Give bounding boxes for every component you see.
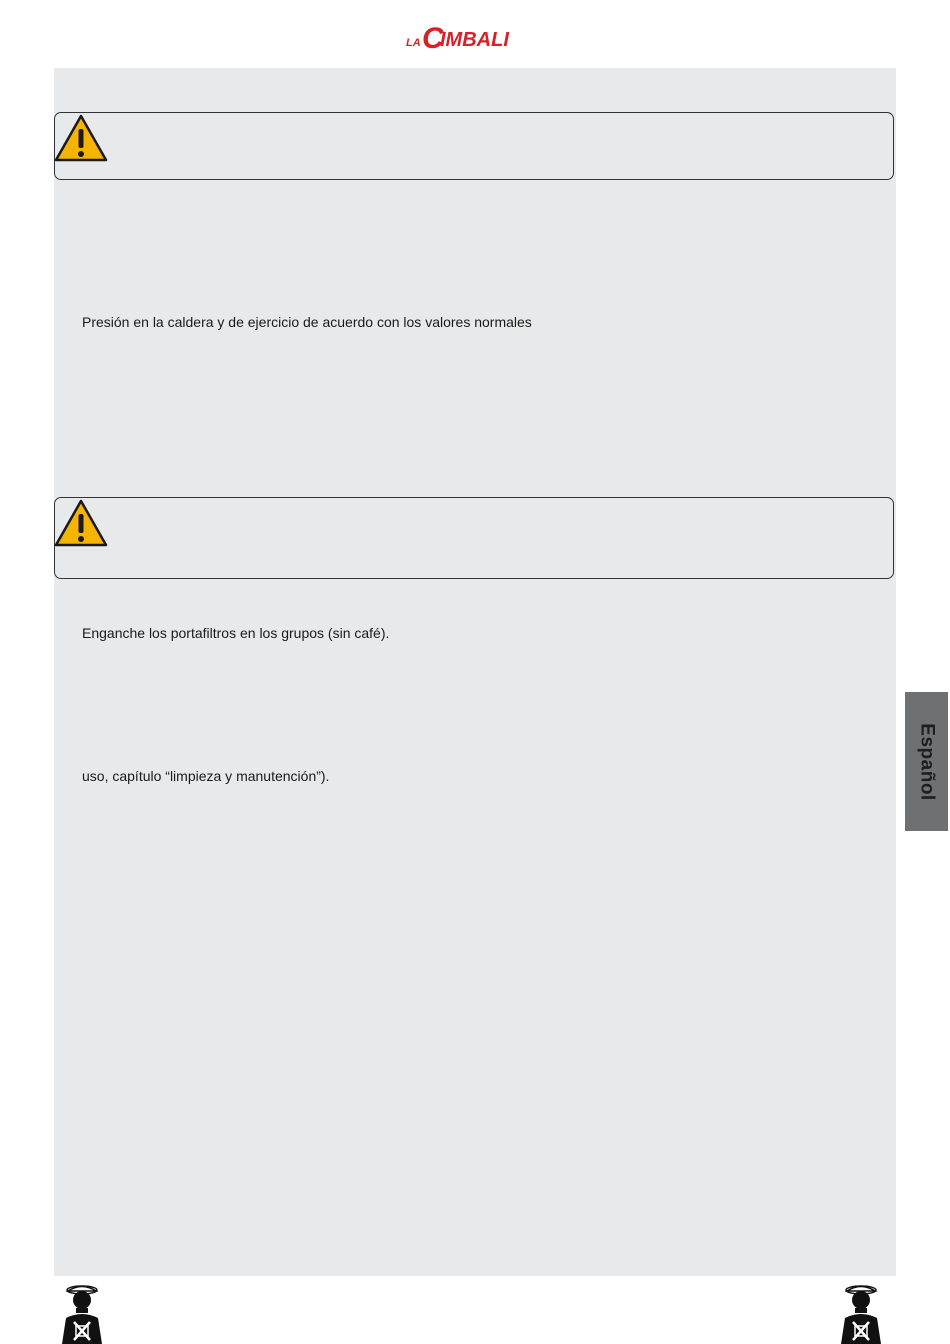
brand-logo — [400, 18, 550, 56]
language-tab[interactable] — [905, 692, 948, 831]
instruction-text: uso, capítulo “limpieza y manutención”). — [82, 768, 330, 784]
svg-text:LA: LA — [406, 37, 421, 49]
warning-triangle-icon — [53, 498, 109, 548]
warning-triangle-icon — [53, 113, 109, 163]
instruction-text: Presión en la caldera y de ejercicio de acuerdo con los valores normales — [82, 314, 532, 330]
warning-box — [54, 112, 894, 180]
technician-icon — [54, 1284, 114, 1344]
technician-icon — [833, 1284, 893, 1344]
language-tab-label: Español — [916, 722, 938, 801]
svg-text:IMBALI: IMBALI — [440, 29, 509, 51]
content-panel — [54, 68, 896, 1276]
instruction-text: Enganche los portafiltros en los grupos (sin café). — [82, 625, 390, 641]
warning-box — [54, 497, 894, 579]
svg-text:C: C — [422, 22, 444, 55]
